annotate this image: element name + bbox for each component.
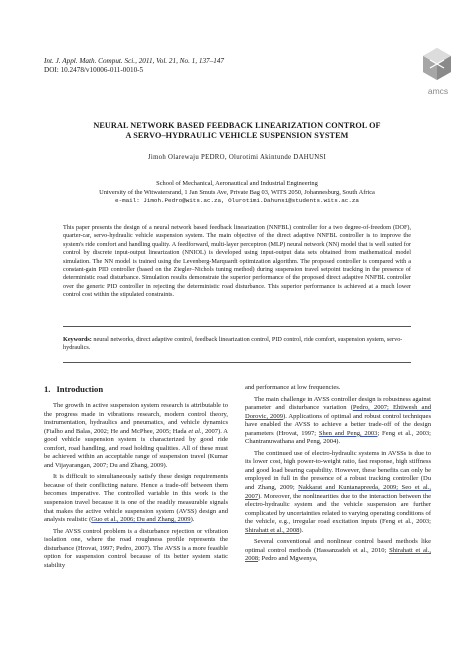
text-run: ). Applications of optimal and robust control techniques have enabled the AVSS to achieve a better trade-off of the design parameters (Hrovat, 1997; (245, 412, 432, 437)
citation-link[interactable]: Shirahatt et al., 2008 (245, 546, 431, 563)
text-run: The growth in active suspension system research is attributable to the progress made in vibrations research, modern control theory, instrumentation, hydraulics and pneumatics, and vehicle dynamics (Fialho and Balas, 2002; He and McPhee, 2005; Hada (44, 402, 228, 435)
abstract-divider (63, 326, 411, 327)
logo-label: amcs (427, 86, 449, 96)
affiliation-email: e-mail: Jimoh.Pedro@wits.ac.za, Olurotimi.Dahunsi@students.wits.ac.za (115, 197, 359, 204)
journal-doi: DOI: 10.2478/v10006-011-0010-5 (44, 66, 144, 75)
title-line: A SERVO–HYDRAULIC VEHICLE SUSPENSION SYSTEM (125, 131, 349, 141)
section-heading (44, 384, 228, 394)
paragraph (245, 538, 431, 564)
section-number: 1. (44, 384, 51, 394)
title-line: NEURAL NETWORK BASED FEEDBACK LINEARIZATION CONTROL OF (93, 121, 381, 130)
citation-link[interactable]: Guo et al., 2006; Du and Zhang, 2009 (91, 516, 191, 524)
text-run: ., 2007). A good vehicle suspension system is characterized by good ride comfort, road handling, and road holding qualities. All of these must be achieved within an acceptable range of suspension travel (Kumar and Vijayarangan, 2007; Du and Zhang, 2009). (44, 427, 228, 469)
paragraph (44, 473, 228, 524)
text-run: The continued use of electro-hydraulic systems in AVSSs is due to its lower cost, high power-to-weight ratio, fast response, high stiffness and good load bearing capability. However, these benefits can only be employed in full in the presence of a robust tracking controller (Du and Zhang, 2009; (245, 449, 431, 492)
abstract: This paper presents the design of a neural network based feedback linearization (NNFBL) controller for a two degree-of-freedom (DOF), quarter-car, servo-hydraulic vehicle suspension system. The main objective of the direct adaptive NNFBL controller is to improve the system's ride comfort and handling quality. A feedforward, multi-layer perceptron (MLP) neural network (NN) model that is well suited for control by discrete input-output linearization (NNIOL) is developed using input-output data sets obtained from mathematical model simulation. The NN model is trained using the Levenberg-Marquardt optimization algorithm. The proposed controller is compared with a constant-gain PID controller (based on the Ziegler–Nichols tuning method) during suspension travel setpoint tracking in the presence of deterministic road disturbance. Simulation results demonstrate the superior performance of the proposed direct adaptive NNFBL controller over the generic PID controller in rejecting the deterministic road disturbance. This superior performance is achieved at a much lower control cost within the stipulated constraints. (63, 224, 411, 299)
text-run: ). (299, 526, 304, 534)
citation-link[interactable]: Shirahatt et al., 2008 (245, 526, 300, 534)
text-run: et al (188, 427, 200, 435)
text-run: ). (190, 516, 195, 524)
author-affiliation (40, 180, 434, 206)
journal-header (44, 57, 374, 76)
affiliation-school: School of Mechanical, Aeronautical and Industrial Engineering (156, 180, 318, 187)
journal-citation: Int. J. Appl. Math. Comput. Sci., 2011, Vol. 21, No. 1, 137–147 (44, 57, 225, 65)
text-run: Several conventional and nonlinear control based methods like optimal control methods (Hassanzadeh et al., 2010; (245, 538, 431, 554)
keywords-label: Keywords: (63, 336, 92, 343)
right-column (245, 384, 431, 567)
paragraph (245, 450, 431, 535)
paragraph (44, 402, 228, 470)
paragraph: and performance at low frequencies. (245, 384, 341, 391)
citation-link[interactable]: Shen and Peng, 2003 (318, 429, 378, 437)
text-run: ; Feng et al., 2003; Chantranuwathana and Peng, 2004). (245, 429, 431, 446)
paragraph (245, 396, 431, 447)
paper-authors: Jimoh Olarewaju PEDRO, Olurotimi Akintunde DAHUNSI (147, 154, 327, 161)
text-run: It is difficult to simultaneously satisfy these design requirements because of their conflicting nature. Hence a trade-off between them becomes imperative. The controlled variable in this work is the suspension travel because it is one of the readily measurable signals that makes the active vehicle suspension system (AVSS) design and analysis realistic ( (44, 473, 228, 524)
paragraph: The AVSS control problem is a disturbance rejection or vibration isolation one, where the road roughness profile represents the disturbance (Hrovat, 1997; Pedro, 2007). The AVSS is a more feasible option for suspension control because of its better system static stability (44, 527, 228, 569)
affiliation-address: University of the Witwatersrand, 1 Jan Smuts Ave, Private Bag 03, WITS 2050, Johannesburg, South Africa (99, 188, 375, 196)
text-run: The main challenge in AVSS controller design is robustness against parameter and disturbance variation ( (245, 395, 431, 412)
paper-title (40, 121, 434, 142)
keywords (63, 336, 411, 353)
section-title: Introduction (56, 384, 104, 394)
citation-link[interactable]: Pedro, 2007; Ehtiwesh and Dorovic, 2009 (245, 404, 431, 420)
keywords-divider (63, 362, 411, 363)
text-run: ; Pedro and Mgwenya, (258, 555, 318, 563)
left-column (44, 384, 228, 573)
citation-link[interactable]: Nakkarat and Kuntanapreeda, 2009; Seo et al., 2007 (245, 484, 432, 500)
keywords-text: neural networks, direct adaptive control, feedback linearization control, PID control, ride comfort, suspension system, servo-hydraulics. (63, 336, 403, 352)
text-run: ). Moreover, the nonlinearities due to the interaction between the electro-hydraulic system and the vehicle suspension are further complicated by uncertainties related to varying operating conditions of the vehicle, e.g., irregular road excitation inputs (Feng et al., 2003; (245, 492, 431, 526)
amcs-logo-icon (417, 46, 457, 86)
